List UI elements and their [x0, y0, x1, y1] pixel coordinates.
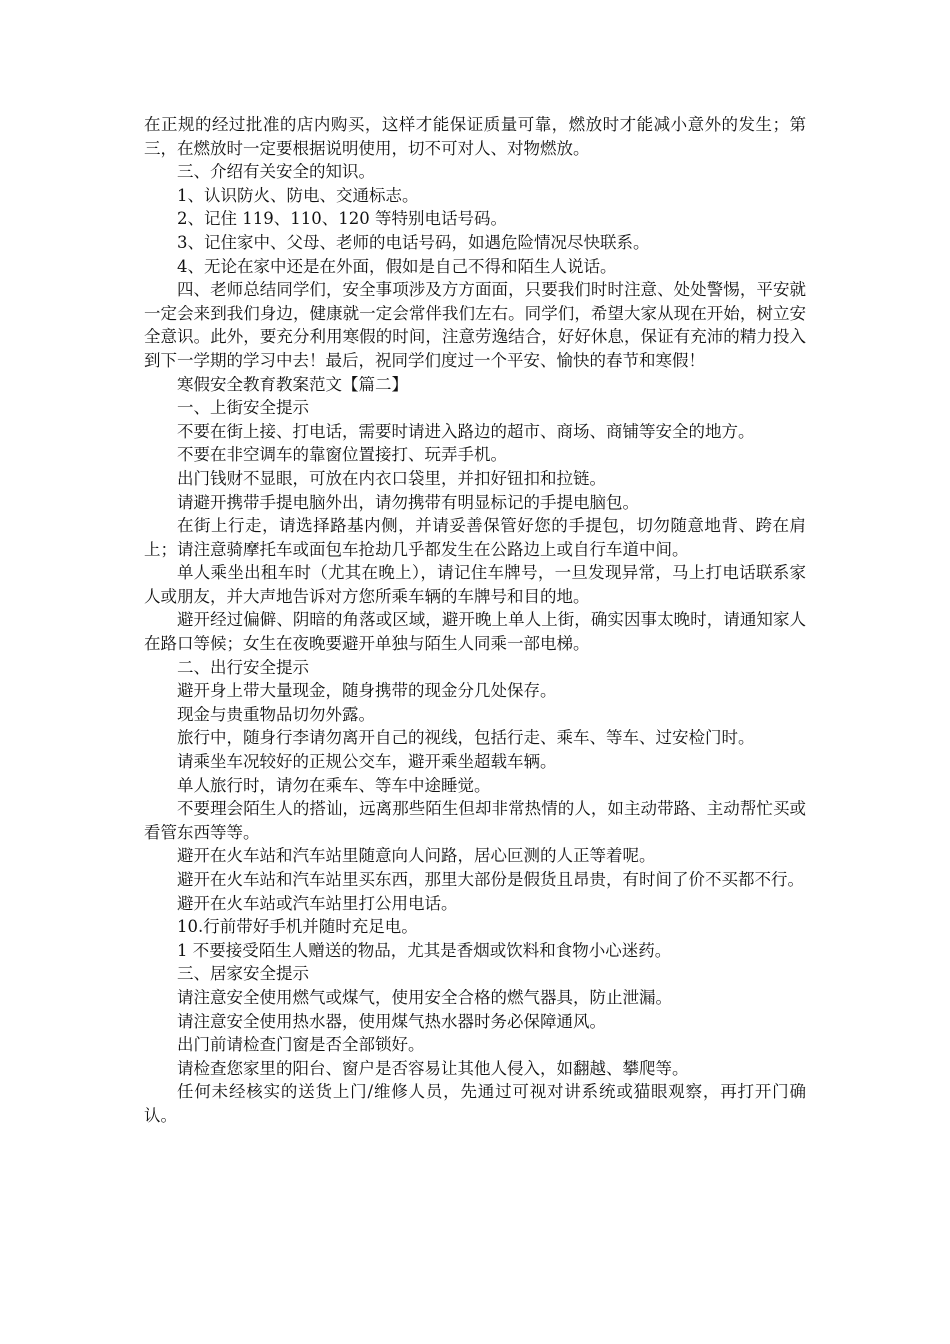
paragraph: 避开身上带大量现金，随身携带的现金分几处保存。	[177, 681, 557, 701]
paragraph: 请注意安全使用热水器，使用煤气热水器时务必保障通风。	[177, 1011, 606, 1031]
paragraph: 避开在火车站和汽车站里买东西，那里大部份是假货且昂贵，有时间了价不买都不行。	[177, 870, 804, 889]
paragraph: 1、认识防火、防电、交通标志。	[177, 185, 419, 205]
paragraph: 2、记住 119、110、120 等特别电话号码。	[177, 209, 507, 229]
paragraph: 出门前请检查门窗是否全部锁好。	[177, 1035, 425, 1055]
paragraph: 出门钱财不显眼，可放在内衣口袋里，并扣好钮扣和拉链。	[177, 468, 606, 488]
paragraph: 二、出行安全提示	[177, 657, 309, 677]
paragraph: 三、介绍有关安全的知识。	[177, 162, 375, 182]
paragraph: 请注意安全使用燃气或煤气，使用安全合格的燃气器具，防止泄漏。	[177, 987, 672, 1007]
paragraph: 避开在火车站或汽车站里打公用电话。	[177, 893, 458, 913]
paragraph: 单人旅行时，请勿在乘车、等车中途睡觉。	[177, 775, 491, 795]
paragraph: 三、居家安全提示	[177, 964, 309, 984]
paragraph: 请乘坐车况较好的正规公交车，避开乘坐超载车辆。	[177, 752, 557, 772]
paragraph: 一、上街安全提示	[177, 398, 309, 418]
paragraph: 请检查您家里的阳台、窗户是否容易让其他人侵入，如翻越、攀爬等。	[177, 1058, 689, 1078]
paragraph: 在街上行走，请选择路基内侧，并请妥善保管好您的手提包，切勿随意地背、跨在肩上；请注意骑摩托车或面包车抢劫几乎都发生在公路边上或自行车道中间。	[144, 516, 806, 559]
paragraph: 3、记住家中、父母、老师的电话号码，如遇危险情况尽快联系。	[177, 232, 650, 252]
paragraph: 避开经过偏僻、阴暗的角落或区域，避开晚上单人上街，确实因事太晚时，请通知家人在路口等候；女生在夜晚要避开单独与陌生人同乘一部电梯。	[144, 610, 806, 654]
paragraph: 现金与贵重物品切勿外露。	[177, 704, 375, 724]
paragraph: 寒假安全教育教案范文【篇二】	[177, 374, 408, 394]
paragraph: 不要在非空调车的靠窗位置接打、玩弄手机。	[177, 445, 507, 465]
paragraph: 在正规的经过批准的店内购买，这样才能保证质量可靠，燃放时才能减小意外的发生；第三，在燃放时一定要根据说明使用，切不可对人、对物燃放。	[144, 115, 806, 158]
paragraph: 避开在火车站和汽车站里随意向人问路，居心叵测的人正等着呢。	[177, 846, 656, 866]
paragraph: 不要在街上接、打电话，需要时请进入路边的超市、商场、商铺等安全的地方。	[177, 421, 755, 441]
paragraph: 10.行前带好手机并随时充足电。	[177, 917, 418, 937]
paragraph: 4、无论在家中还是在外面，假如是自己不得和陌生人说话。	[177, 256, 617, 276]
paragraph: 不要理会陌生人的搭讪，远离那些陌生但却非常热情的人，如主动带路、主动帮忙买或看管东西等等。	[144, 799, 806, 842]
paragraph: 任何未经核实的送货上门/维修人员，先通过可视对讲系统或猫眼观察，再打开门确认。	[144, 1082, 806, 1125]
paragraph: 请避开携带手提电脑外出，请勿携带有明显标记的手提电脑包。	[177, 492, 639, 512]
paragraph: 1 不要接受陌生人赠送的物品，尤其是香烟或饮料和食物小心迷药。	[177, 940, 672, 960]
paragraph: 旅行中，随身行李请勿离开自己的视线，包括行走、乘车、等车、过安检门时。	[177, 728, 755, 748]
paragraph: 单人乘坐出租车时（尤其在晚上），请记住车牌号，一旦发现异常，马上打电话联系家人或朋友，并大声地告诉对方您所乘车辆的车牌号和目的地。	[144, 563, 806, 606]
paragraph: 四、老师总结同学们，安全事项涉及方方面面，只要我们时时注意、处处警惕，平安就一定会来到我们身边，健康就一定会常伴我们左右。同学们，希望大家从现在开始，树立安全意识。此外，要充分利用寒假的时间，注意劳逸结合，好好休息，保证有充沛的精力投入到下一学期的学习中去！最后，祝同学们度过一个平安、愉快的春节和寒假！	[144, 280, 806, 370]
document-body	[144, 113, 806, 1128]
